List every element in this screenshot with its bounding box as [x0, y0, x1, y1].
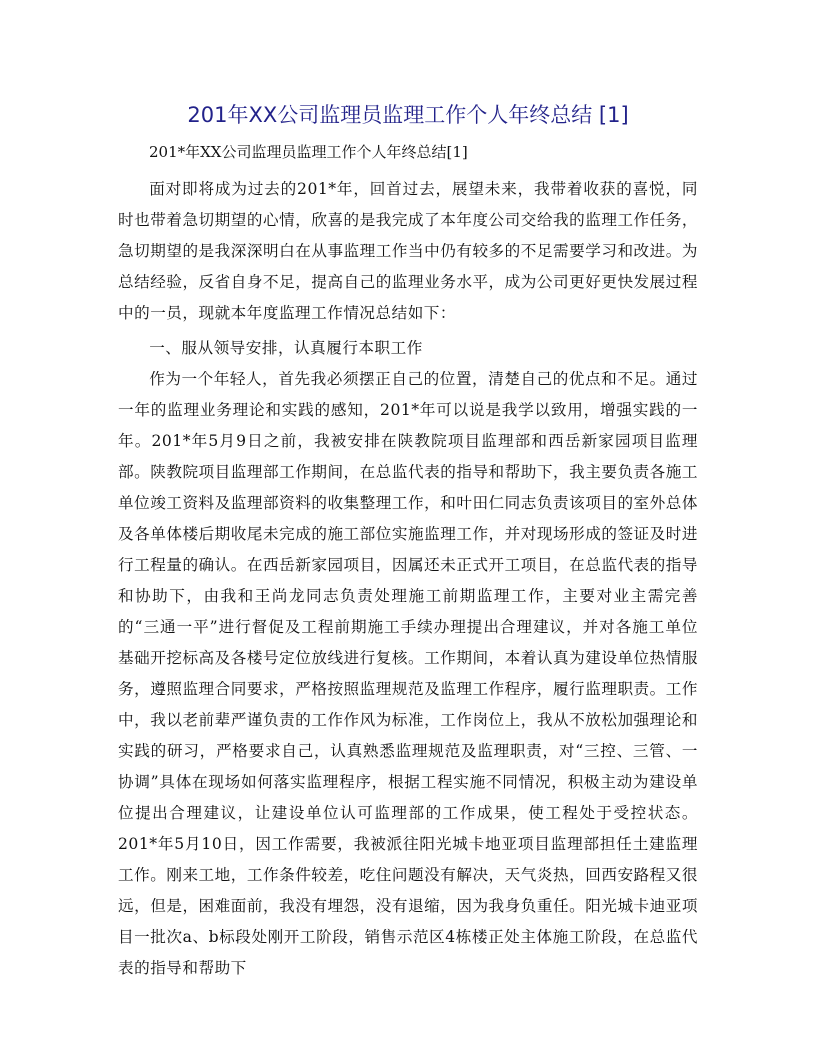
intro-paragraph: 面对即将成为过去的201*年，回首过去，展望未来，我带着收获的喜悦，同时也带着急切期望的心情，欣喜的是我完成了本年度公司交给我的监理工作任务，急切期望的是我深深明白在从事监理工作当中仍有较多的不足需要学习和改进。为总结经验，反省自身不足，提高自己的监理业务水平，成为公司更好更快发展过程中的一员，现就本年度监理工作情况总结如下：: [118, 180, 698, 322]
section-paragraph: 作为一个年轻人，首先我必须摆正自己的位置，清楚自己的优点和不足。通过一年的监理业务理论和实践的感知，201*年可以说是我学以致用，增强实践的一年。201*年5月9日之前，我被安排在陕教院项目监理部和西岳新家园项目监理部。陕教院项目监理部工作期间，在总监代表的指导和帮助下，我主要负责各施工单位竣工资料及监理部资料的收集整理工作，和叶田仁同志负责该项目的室外总体及各单体楼后期收尾未完成的施工部位实施监理工作，并对现场形成的签证及时进行工程量的确认。在西岳新家园项目，因属还未正式开工项目，在总监代表的指导和协助下，由我和王尚龙同志负责处理施工前期监理工作，主要对业主需完善的“三通一平”进行督促及工程前期施工手续办理提出合理建议，并对各施工单位基础开挖标高及各楼号定位放线进行复核。工作期间，本着认真为建设单位热情服务，遵照监理合同要求，严格按照监理规范及监理工作程序，履行监理职责。工作中，我以老前辈严谨负责的工作作风为标准，工作岗位上，我从不放松加强理论和实践的研习，严格要求自己，认真熟悉监理规范及监理职责，对“三控、三管、一协调”具体在现场如何落实监理程序，根据工程实施不同情况，积极主动为建设单位提出合理建议，让建设单位认可监理部的工作成果，使工程处于受控状态。201*年5月10日，因工作需要，我被派往阳光城卡地亚项目监理部担任土建监理工作。刚来工地，工作条件较差，吃住问题没有解决，天气炎热，回西安路程又很远，但是，困难面前，我没有埋怨，没有退缩，因为我身负重任。阳光城卡迪亚项目一批次a、b标段处刚开工阶段，销售示范区4栋楼正处主体施工阶段，在总监代表的指导和帮助下: [118, 370, 698, 977]
document-title: 201年XX公司监理员监理工作个人年终总结 [1]: [187, 103, 629, 127]
document-body: [118, 174, 698, 984]
section-heading: 一、服从领导安排，认真履行本职工作: [149, 339, 423, 357]
document-subtitle: 201*年XX公司监理员监理工作个人年终总结[1]: [149, 143, 468, 161]
